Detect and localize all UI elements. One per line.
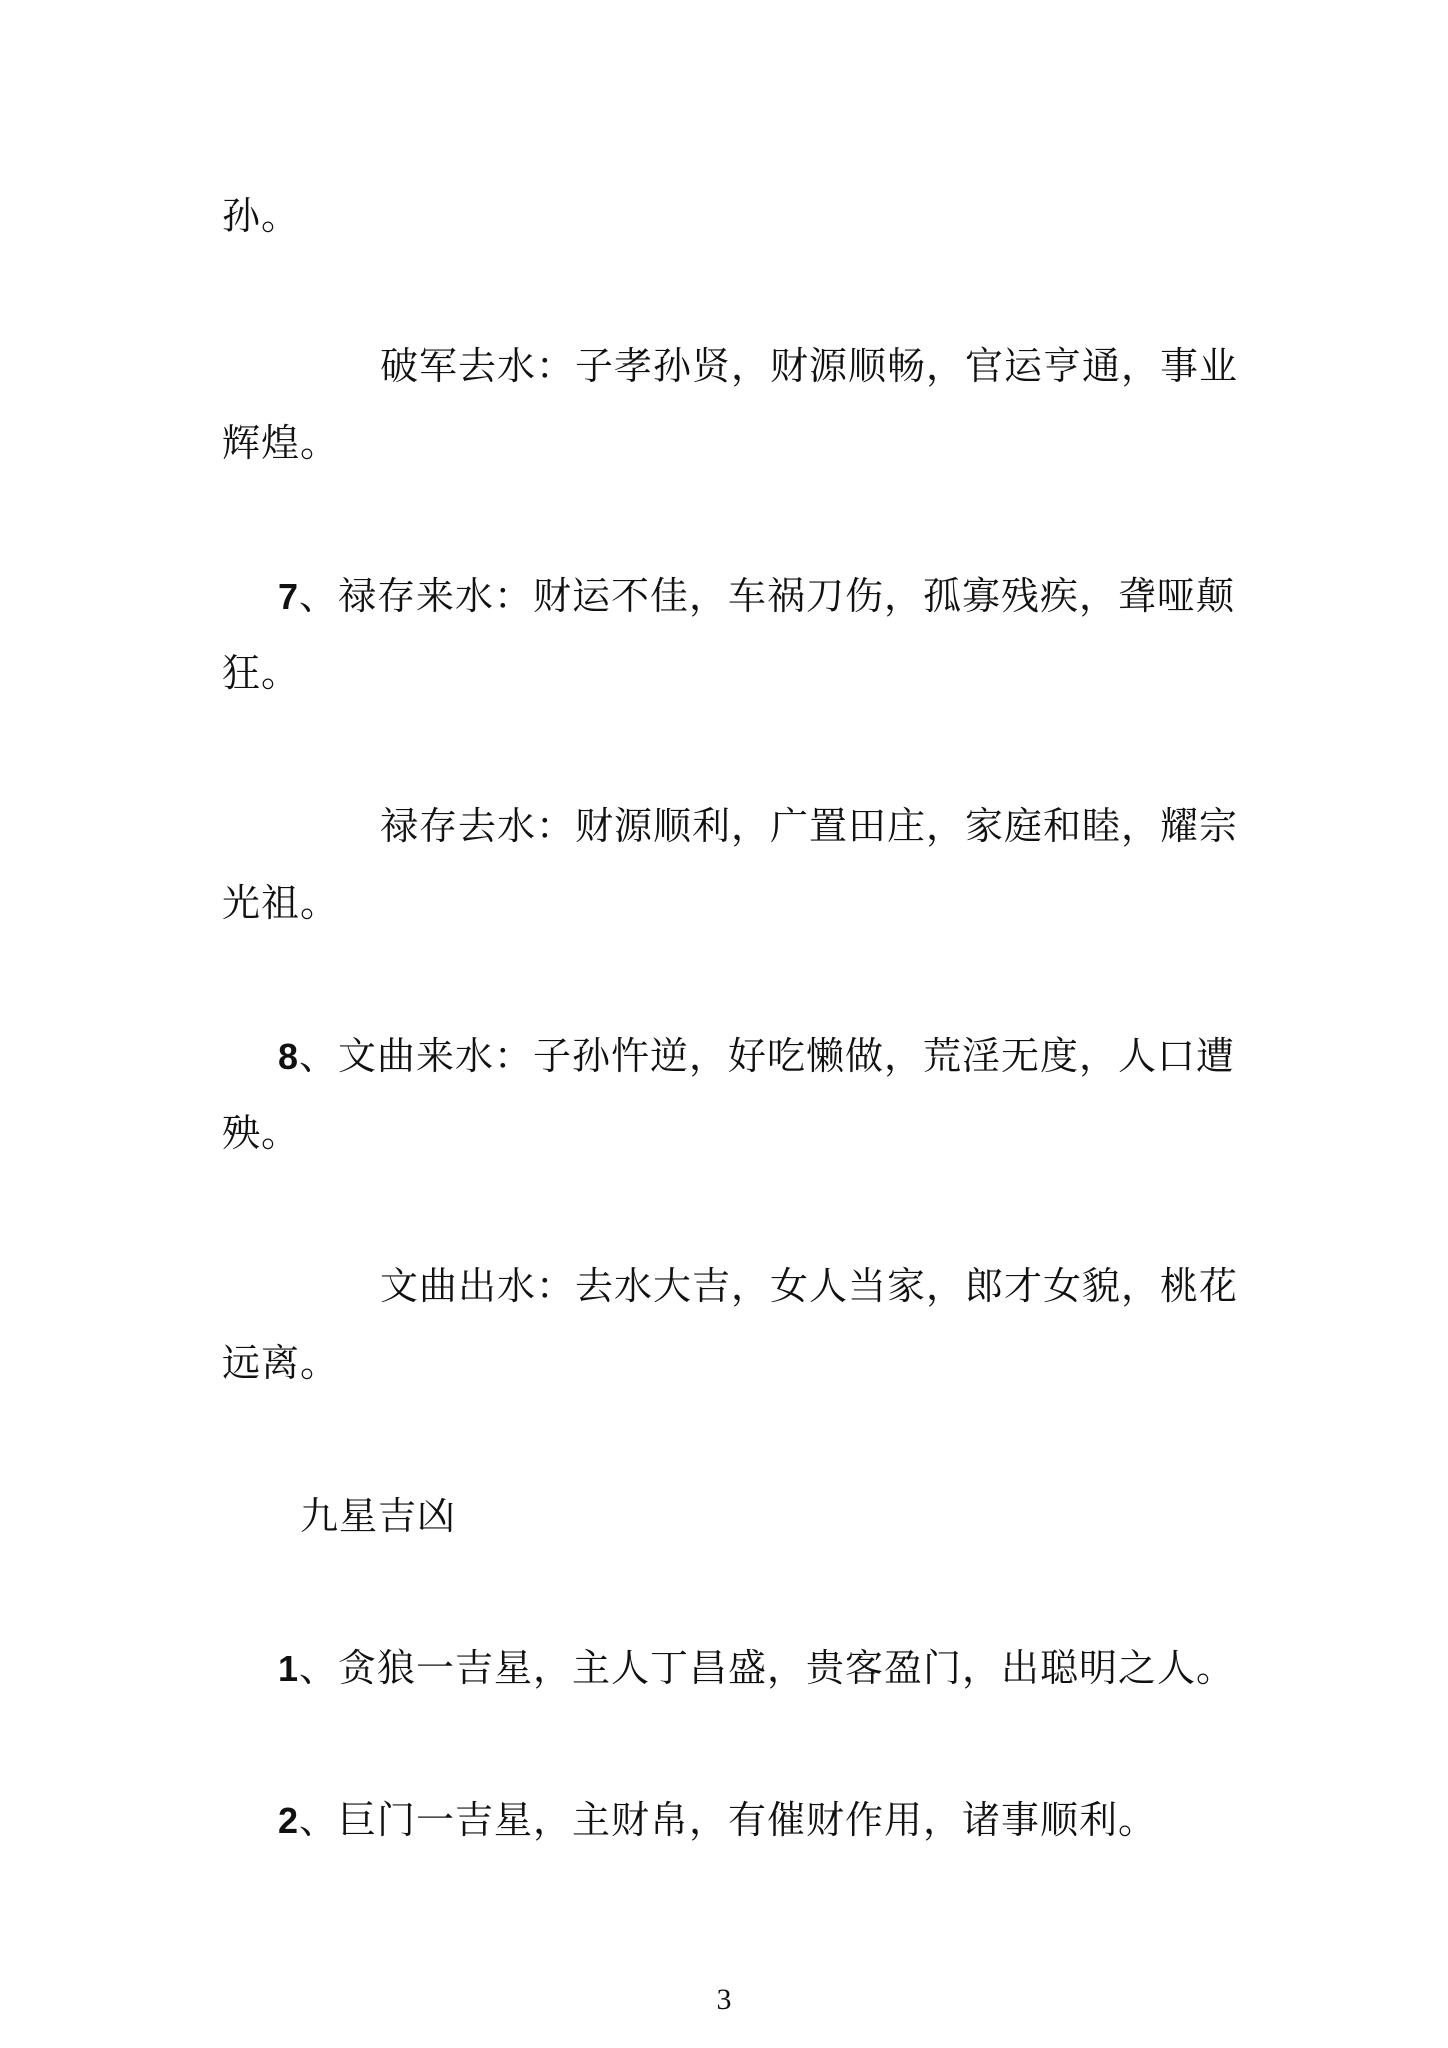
text-line — [222, 1630, 1242, 1707]
paragraph-continuation — [222, 178, 1242, 255]
paragraph-lucun-qushui — [222, 788, 1242, 942]
text-content: 、贪狼一吉星，主人丁昌盛，贵客盈门，出聪明之人。 — [299, 1646, 1236, 1690]
text-line: 殃。 — [222, 1111, 301, 1155]
text-line: 九星吉凶 — [300, 1494, 457, 1538]
text-line: 禄存去水：财源顺利，广置田庄，家庭和睦，耀宗 — [380, 804, 1239, 848]
text-line — [222, 558, 1242, 635]
item-number: 7 — [278, 576, 300, 617]
text-line: 孙。 — [222, 194, 301, 238]
text-content: 、巨门一吉星，主财帛，有催财作用，诸事顺利。 — [299, 1798, 1158, 1842]
paragraph-tanlang — [222, 1630, 1242, 1707]
text-line: 远离。 — [222, 1341, 340, 1385]
paragraph-pojun-qushui — [222, 328, 1242, 482]
paragraph-jumen — [222, 1782, 1242, 1859]
item-number: 2 — [278, 1800, 300, 1841]
section-heading — [222, 1478, 1242, 1555]
text-line: 破军去水：子孝孙贤，财源顺畅，官运亨通，事业 — [380, 344, 1239, 388]
text-line — [222, 1018, 1242, 1095]
paragraph-wenqu-chushui — [222, 1248, 1242, 1402]
text-line: 光祖。 — [222, 881, 340, 925]
item-number: 1 — [278, 1648, 300, 1689]
text-line: 文曲出水：去水大吉，女人当家，郎才女貌，桃花 — [380, 1264, 1239, 1308]
paragraph-lucun-laishui — [222, 558, 1242, 712]
text-content: 、文曲来水：子孙忤逆，好吃懒做，荒淫无度，人口遭 — [299, 1034, 1236, 1078]
paragraph-wenqu-laishui — [222, 1018, 1242, 1172]
item-number: 8 — [278, 1036, 300, 1077]
text-line: 辉煌。 — [222, 421, 340, 465]
text-line: 狂。 — [222, 651, 301, 695]
text-content: 、禄存来水：财运不佳，车祸刀伤，孤寡残疾，聋哑颠 — [299, 574, 1236, 618]
text-line — [222, 1782, 1242, 1859]
page-number: 3 — [716, 1983, 732, 2016]
